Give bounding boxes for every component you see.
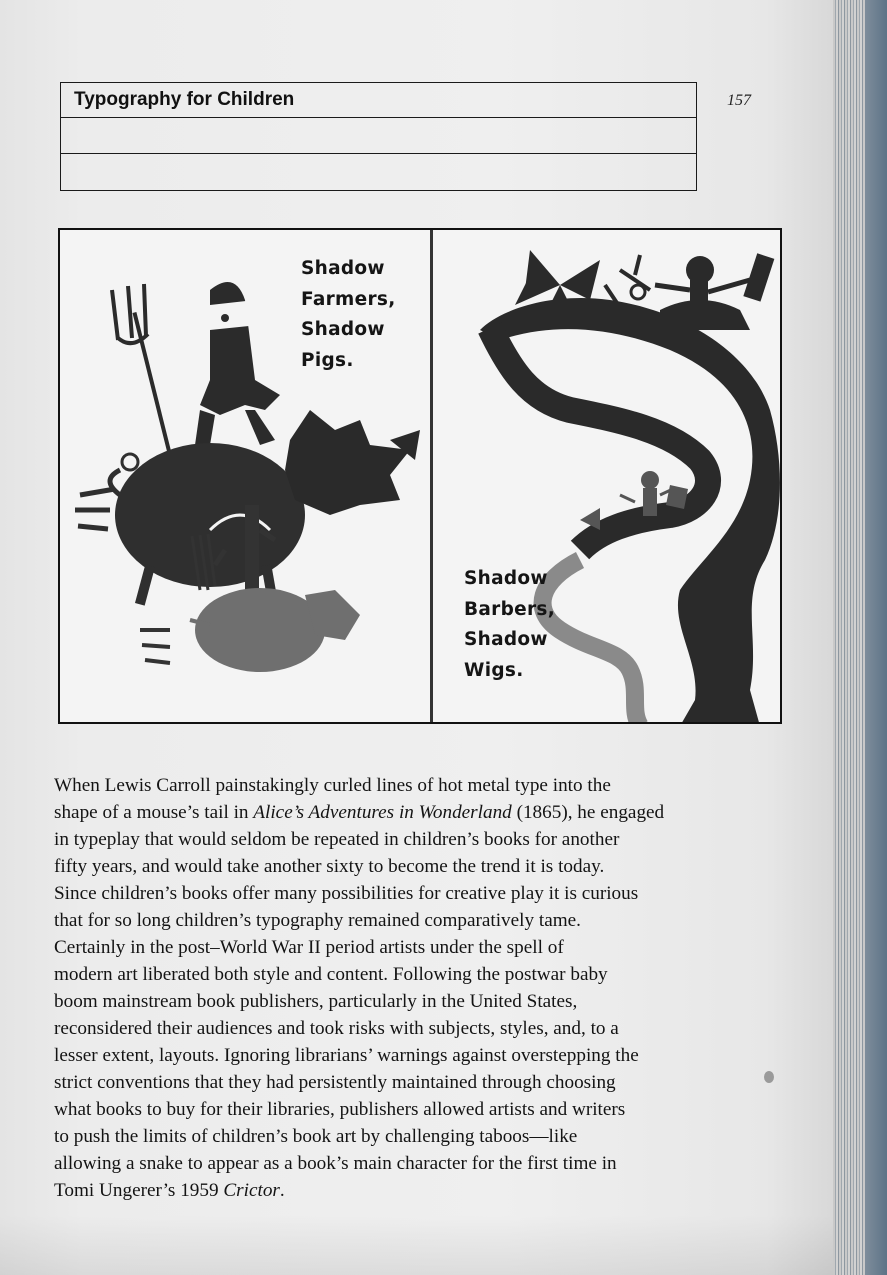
body-text-line <box>54 934 704 961</box>
running-header-box <box>60 82 697 191</box>
page-number: 157 <box>727 92 751 109</box>
body-text-line <box>54 826 704 853</box>
text-run: (1865), he engaged <box>511 802 665 823</box>
pig-head-silhouette-icon <box>285 410 420 515</box>
caption-line: Barbers, <box>464 598 556 620</box>
caption-shadow-barbers <box>464 564 555 686</box>
caption-line: Shadow <box>464 629 548 650</box>
caption-line: Farmers, <box>301 288 396 310</box>
text-run: fifty years, and would take another sixty to become the trend it is today. <box>54 856 605 877</box>
body-text-line <box>54 880 704 907</box>
panel-divider <box>430 230 433 724</box>
body-text-line <box>54 1069 704 1096</box>
illustration-artwork <box>60 230 782 724</box>
body-text-line <box>54 988 704 1015</box>
running-header-title: Typography for Children <box>74 89 295 110</box>
text-run: Certainly in the post–World War II period artists under the spell of <box>54 937 564 958</box>
text-run: . <box>279 1180 285 1201</box>
body-text-line <box>54 961 704 988</box>
text-run: to push the limits of children’s book art by challenging taboos—like <box>54 1126 578 1147</box>
text-run: what books to buy for their libraries, publishers allowed artists and writers <box>54 1099 626 1120</box>
page-shadow <box>0 1215 833 1275</box>
italic-title: Crictor <box>223 1180 280 1201</box>
text-run: in typeplay that would seldom be repeated in children’s books for another <box>54 829 620 850</box>
text-run: shape of a mouse’s tail in <box>54 802 254 823</box>
big-pig-icon <box>75 443 305 608</box>
text-run: allowing a snake to appear as a book’s main character for the first time in <box>54 1153 617 1174</box>
body-text-line <box>54 1177 704 1204</box>
header-rule <box>61 117 696 118</box>
italic-title: Alice’s Adventures in Wonderland <box>253 802 512 823</box>
body-text-line <box>54 799 704 826</box>
body-text-line <box>54 853 704 880</box>
caption-line: Shadow <box>301 258 385 279</box>
text-run: Tomi Ungerer’s 1959 <box>54 1180 224 1201</box>
text-run: strict conventions that they had persistently maintained through choosing <box>54 1072 616 1093</box>
body-text-line <box>54 907 704 934</box>
header-rule <box>61 153 696 154</box>
caption-line: Pigs. <box>301 349 354 371</box>
text-run: that for so long children’s typography remained comparatively tame. <box>54 910 581 931</box>
caption-line: Wigs. <box>464 659 524 681</box>
body-text-line <box>54 1150 704 1177</box>
page-stain <box>764 1071 774 1083</box>
body-paragraph <box>54 772 704 1204</box>
text-run: When Lewis Carroll painstakingly curled lines of hot metal type into the <box>54 775 611 796</box>
body-text-line <box>54 1123 704 1150</box>
body-text-line <box>54 1042 704 1069</box>
page-stack-edge <box>833 0 887 1275</box>
text-run: modern art liberated both style and content. Following the postwar baby <box>54 964 608 985</box>
body-text-line <box>54 1015 704 1042</box>
text-run: Since children’s books offer many possibilities for creative play it is curious <box>54 883 639 904</box>
body-text-line <box>54 772 704 799</box>
caption-shadow-farmers <box>301 254 396 376</box>
small-pig-icon <box>140 588 360 672</box>
text-run: lesser extent, layouts. Ignoring librarians’ warnings against overstepping the <box>54 1045 639 1066</box>
shadow-illustration <box>58 228 782 724</box>
text-run: boom mainstream book publishers, particularly in the United States, <box>54 991 578 1012</box>
caption-line: Shadow <box>301 319 385 340</box>
text-run: reconsidered their audiences and took risks with subjects, styles, and, to a <box>54 1018 619 1039</box>
body-text-line <box>54 1096 704 1123</box>
caption-line: Shadow <box>464 568 548 589</box>
